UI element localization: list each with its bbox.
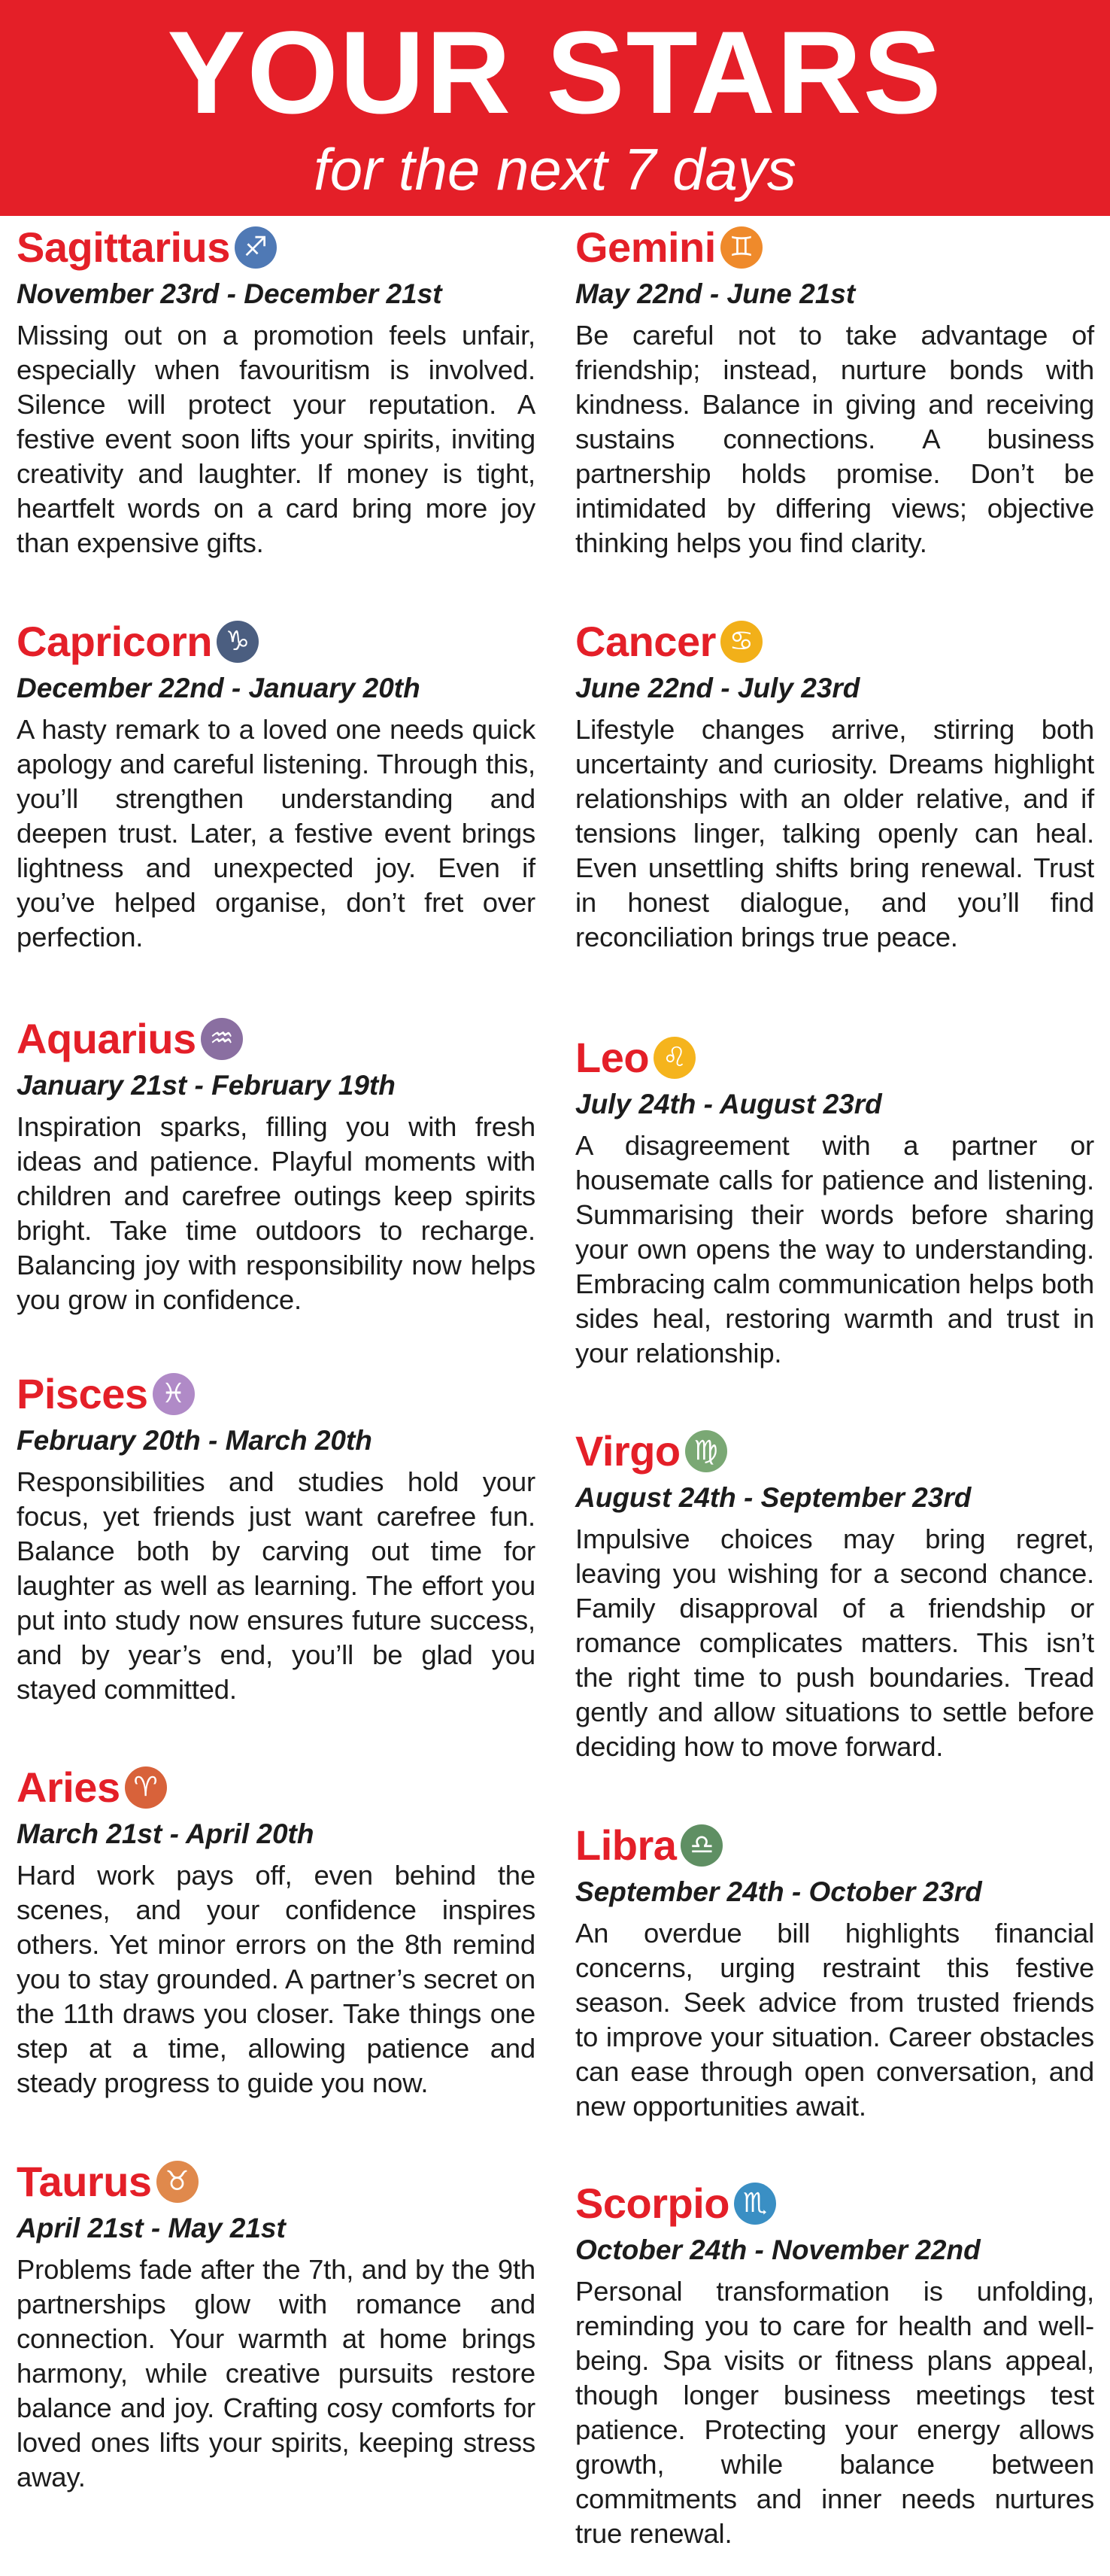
sign-forecast: Personal transformation is unfolding, reminding you to care for health and well-being. Spa visits or fitness plans appeal, though longer business meetings test patience. Protecting your energy allows growth, while balance between commitments and inner needs nurtures true renewal. [575, 2276, 1094, 2549]
sign-forecast: Lifestyle changes arrive, stirring both uncertainty and curiosity. Dreams highlight relationships with an older relative, and if tensions linger, talking openly can heal. Even unsettling shifts bring renewal. Trust in honest dialogue, and you’ll find reconciliation brings true peace. [575, 714, 1094, 952]
sign-taurus [17, 2155, 535, 2495]
sign-leo [575, 1031, 1094, 1371]
sign-virgo [575, 1424, 1094, 1764]
sign-dates: October 24th - November 22nd [575, 2234, 981, 2265]
sign-forecast: Impulsive choices may bring regret, leaving you wishing for a second chance. Family disapproval of a friendship or romance complicates matters. This isn’t the right time to push boundaries. Tread gently and allow situations to settle before deciding how to move forward. [575, 1523, 1094, 1762]
sign-name: Scorpio [575, 2180, 729, 2227]
sign-name: Taurus [17, 2158, 152, 2205]
horoscope-columns [0, 216, 1110, 2576]
gemini-icon: ♊ [720, 226, 763, 269]
sign-dates: December 22nd - January 20th [17, 673, 420, 703]
page-subtitle: for the next 7 days [314, 136, 796, 202]
sign-cancer [575, 615, 1094, 955]
sign-name: Gemini [575, 223, 716, 271]
sign-forecast: Be careful not to take advantage of friendship; instead, nurture bonds with kindness. Balance in giving and receiving sustains connections. A business partnership holds promise. Don’t be intimidated by differing views; objective thinking helps you find clarity. [575, 320, 1094, 558]
sign-dates: May 22nd - June 21st [575, 278, 856, 309]
sign-dates: March 21st - April 20th [17, 1818, 314, 1849]
sign-name: Pisces [17, 1370, 148, 1417]
sign-dates: September 24th - October 23rd [575, 1876, 982, 1907]
sign-pisces [17, 1367, 535, 1707]
sign-forecast: An overdue bill highlights financial concerns, urging restraint this festive season. Seek advice from trusted friends to improve your situation. Career obstacles can ease through open conversation, and new opportunities await. [575, 1918, 1094, 2122]
sign-name: Sagittarius [17, 223, 230, 271]
sign-aquarius [17, 1012, 535, 1317]
aquarius-icon: ♒ [201, 1018, 243, 1060]
sign-dates: November 23rd - December 21st [17, 278, 442, 309]
cancer-icon: ♋ [720, 621, 763, 663]
pisces-icon: ♓ [153, 1373, 195, 1415]
scorpio-icon: ♏ [734, 2183, 776, 2225]
sign-capricorn [17, 615, 535, 955]
sign-name: Aquarius [17, 1015, 196, 1062]
sign-dates: February 20th - March 20th [17, 1425, 372, 1456]
sign-dates: January 21st - February 19th [17, 1070, 396, 1101]
capricorn-icon: ♑ [217, 621, 259, 663]
aries-icon: ♈ [125, 1766, 167, 1809]
sign-forecast: Inspiration sparks, filling you with fresh ideas and patience. Playful moments with children and carefree outings keep spirits bright. Take time outdoors to recharge. Balancing joy with responsibility now helps you grow in confidence. [17, 1111, 535, 1315]
sign-dates: April 21st - May 21st [17, 2213, 286, 2243]
sign-name: Aries [17, 1763, 120, 1811]
header-banner [0, 0, 1110, 216]
sign-forecast: Hard work pays off, even behind the scenes, and your confidence inspires others. Yet minor errors on the 8th remind you to stay grounded. A partner’s secret on the 11th draws you closer. Take things one step at a time, allowing patience and steady progress to guide you now. [17, 1860, 535, 2098]
sign-name: Leo [575, 1034, 650, 1081]
sign-dates: July 24th - August 23rd [575, 1089, 882, 1119]
taurus-icon: ♉ [156, 2161, 199, 2203]
sign-name: Libra [575, 1821, 677, 1869]
sign-libra [575, 1818, 1094, 2124]
sign-dates: August 24th - September 23rd [575, 1482, 972, 1513]
sign-aries [17, 1760, 535, 2101]
sign-forecast: Missing out on a promotion feels unfair, especially when favouritism is involved. Silence will protect your reputation. A festive event soon lifts your spirits, inviting creativity and laughter. If money is tight, heartfelt words on a card bring more joy than expensive gifts. [17, 320, 535, 558]
page-title: YOUR STARS [167, 8, 943, 138]
virgo-icon: ♍ [685, 1430, 727, 1472]
sign-forecast: A hasty remark to a loved one needs quick apology and careful listening. Through this, you’ll strengthen understanding and deepen trust. Later, a festive event brings lightness and unexpected joy. Even if you’ve helped organise, don’t fret over perfection. [17, 714, 535, 952]
sagittarius-icon: ♐ [235, 226, 277, 269]
leo-icon: ♌ [654, 1037, 696, 1079]
sign-scorpio [575, 2177, 1094, 2551]
libra-icon: ♎ [681, 1824, 723, 1867]
sign-forecast: Problems fade after the 7th, and by the 9th partnerships glow with romance and connection. Your warmth at home brings harmony, while creative pursuits restore balance and joy. Crafting cosy comforts for loved ones lifts your spirits, keeping stress away. [17, 2254, 535, 2492]
sign-dates: June 22nd - July 23rd [575, 673, 860, 703]
sign-forecast: Responsibilities and studies hold your focus, yet friends just want carefree fun. Balance both by carving out time for laughter as well as learning. The effort you put into study now ensures future success, and by year’s end, you’ll be glad you stayed committed. [17, 1466, 535, 1705]
sign-forecast: A disagreement with a partner or housemate calls for patience and listening. Summarising their words before sharing your own opens the way to understanding. Embracing calm communication helps both sides heal, restoring warmth and trust in your relationship. [575, 1130, 1094, 1368]
sign-gemini [575, 220, 1094, 560]
sign-name: Capricorn [17, 618, 212, 665]
sign-name: Cancer [575, 618, 716, 665]
sign-sagittarius [17, 220, 535, 560]
sign-name: Virgo [575, 1427, 681, 1475]
